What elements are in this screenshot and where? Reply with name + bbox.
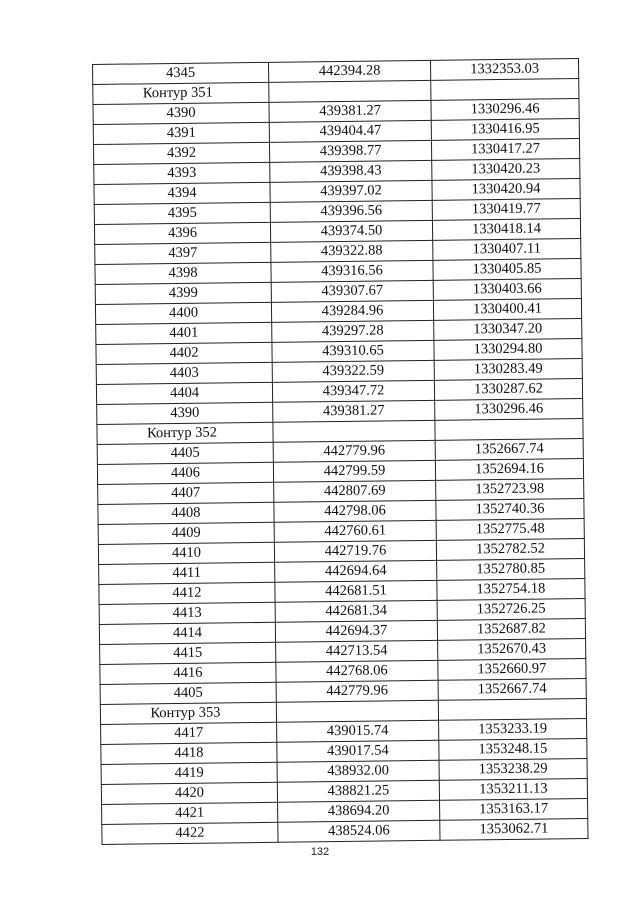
point-number-cell: 4412 bbox=[99, 582, 275, 604]
y-coordinate-cell: 1330418.14 bbox=[432, 219, 580, 241]
point-number-cell: 4398 bbox=[95, 262, 271, 284]
y-coordinate-cell: 1330420.94 bbox=[432, 179, 580, 201]
x-coordinate-cell: 442760.61 bbox=[274, 520, 436, 542]
point-number-cell: 4417 bbox=[101, 722, 277, 744]
x-coordinate-cell: 442681.51 bbox=[275, 580, 437, 602]
point-number-cell: 4397 bbox=[95, 242, 271, 264]
x-coordinate-cell: 439347.72 bbox=[272, 380, 434, 402]
y-coordinate-cell: 1353233.19 bbox=[439, 719, 587, 741]
point-number-cell: 4416 bbox=[100, 662, 276, 684]
x-coordinate-cell: 438932.00 bbox=[277, 760, 439, 782]
y-coordinate-cell: 1352723.98 bbox=[436, 479, 584, 501]
x-coordinate-cell: 439316.56 bbox=[271, 260, 433, 282]
point-number-cell: 4396 bbox=[94, 222, 270, 244]
x-coordinate-cell: 442779.96 bbox=[273, 440, 435, 462]
point-number-cell: 4415 bbox=[100, 642, 276, 664]
y-coordinate-cell: 1330403.66 bbox=[433, 279, 581, 301]
point-number-cell: 4422 bbox=[102, 822, 278, 844]
point-number-cell: 4406 bbox=[97, 462, 273, 484]
x-coordinate-cell: 439381.27 bbox=[273, 400, 435, 422]
y-coordinate-cell: 1330287.62 bbox=[434, 379, 582, 401]
point-number-cell: 4408 bbox=[98, 502, 274, 524]
y-coordinate-cell: 1352667.74 bbox=[438, 679, 586, 701]
y-coordinate-cell: 1352694.16 bbox=[435, 459, 583, 481]
y-coordinate-cell: 1330405.85 bbox=[433, 259, 581, 281]
y-coordinate-cell: 1352726.25 bbox=[437, 599, 585, 621]
x-coordinate-cell: 439396.56 bbox=[270, 200, 432, 222]
x-coordinate-cell: 439374.50 bbox=[270, 220, 432, 242]
point-number-cell: 4405 bbox=[97, 442, 273, 464]
y-coordinate-cell: 1330294.80 bbox=[434, 339, 582, 361]
x-coordinate-cell: 438524.06 bbox=[278, 820, 440, 842]
point-number-cell: 4420 bbox=[101, 782, 277, 804]
contour-label: Контур 353 bbox=[100, 702, 276, 724]
x-coordinate-cell: 442807.69 bbox=[274, 480, 436, 502]
y-coordinate-cell: 1352687.82 bbox=[437, 619, 585, 641]
point-number-cell: 4419 bbox=[101, 762, 277, 784]
contour-empty-x-cell bbox=[269, 80, 431, 102]
point-number-cell: 4395 bbox=[94, 202, 270, 224]
y-coordinate-cell: 1353238.29 bbox=[439, 759, 587, 781]
y-coordinate-cell: 1353211.13 bbox=[439, 779, 587, 801]
y-coordinate-cell: 1353062.71 bbox=[440, 818, 588, 840]
point-number-cell: 4393 bbox=[94, 162, 270, 184]
y-coordinate-cell: 1330283.49 bbox=[434, 359, 582, 381]
x-coordinate-cell: 442799.59 bbox=[273, 460, 435, 482]
contour-empty-y-cell bbox=[431, 79, 579, 101]
contour-empty-y-cell bbox=[438, 699, 586, 721]
y-coordinate-cell: 1330420.23 bbox=[432, 159, 580, 181]
point-number-cell: 4409 bbox=[98, 522, 274, 544]
point-number-cell: 4404 bbox=[96, 382, 272, 404]
point-number-cell: 4402 bbox=[96, 342, 272, 364]
point-number-cell: 4414 bbox=[99, 622, 275, 644]
point-number-cell: 4411 bbox=[99, 562, 275, 584]
x-coordinate-cell: 439297.28 bbox=[272, 320, 434, 342]
y-coordinate-cell: 1330416.95 bbox=[431, 119, 579, 141]
x-coordinate-cell: 439397.02 bbox=[270, 180, 432, 202]
y-coordinate-cell: 1330296.46 bbox=[431, 99, 579, 121]
y-coordinate-cell: 1352754.18 bbox=[437, 579, 585, 601]
x-coordinate-cell: 439015.74 bbox=[277, 720, 439, 742]
y-coordinate-cell: 1330417.27 bbox=[431, 139, 579, 161]
y-coordinate-cell: 1330296.46 bbox=[435, 399, 583, 421]
x-coordinate-cell: 439398.77 bbox=[269, 140, 431, 162]
coordinates-table-body bbox=[93, 59, 588, 845]
page-number: 132 bbox=[310, 846, 330, 858]
x-coordinate-cell: 439398.43 bbox=[270, 160, 432, 182]
x-coordinate-cell: 439307.67 bbox=[271, 280, 433, 302]
x-coordinate-cell: 442694.64 bbox=[275, 560, 437, 582]
point-number-cell: 4401 bbox=[96, 322, 272, 344]
y-coordinate-cell: 1352670.43 bbox=[438, 639, 586, 661]
y-coordinate-cell: 1352740.36 bbox=[436, 499, 584, 521]
point-number-cell: 4345 bbox=[93, 62, 269, 84]
y-coordinate-cell: 1330407.11 bbox=[433, 239, 581, 261]
point-number-cell: 4410 bbox=[98, 542, 274, 564]
x-coordinate-cell: 439310.65 bbox=[272, 340, 434, 362]
x-coordinate-cell: 442768.06 bbox=[276, 660, 438, 682]
contour-label: Контур 352 bbox=[97, 422, 273, 444]
x-coordinate-cell: 442779.96 bbox=[276, 680, 438, 702]
x-coordinate-cell: 442681.34 bbox=[275, 600, 437, 622]
coordinates-table bbox=[92, 58, 589, 845]
x-coordinate-cell: 442694.37 bbox=[275, 620, 437, 642]
x-coordinate-cell: 439322.88 bbox=[271, 240, 433, 262]
x-coordinate-cell: 439284.96 bbox=[271, 300, 433, 322]
contour-empty-x-cell bbox=[276, 700, 438, 722]
y-coordinate-cell: 1353248.15 bbox=[439, 739, 587, 761]
contour-empty-x-cell bbox=[273, 420, 435, 442]
y-coordinate-cell: 1330400.41 bbox=[433, 299, 581, 321]
y-coordinate-cell: 1330347.20 bbox=[434, 319, 582, 341]
point-number-cell: 4403 bbox=[96, 362, 272, 384]
y-coordinate-cell: 1352780.85 bbox=[437, 559, 585, 581]
point-number-cell: 4391 bbox=[93, 122, 269, 144]
y-coordinate-cell: 1330419.77 bbox=[432, 199, 580, 221]
x-coordinate-cell: 439322.59 bbox=[272, 360, 434, 382]
point-number-cell: 4390 bbox=[97, 402, 273, 424]
y-coordinate-cell: 1352782.52 bbox=[436, 539, 584, 561]
y-coordinate-cell: 1352775.48 bbox=[436, 519, 584, 541]
x-coordinate-cell: 439381.27 bbox=[269, 100, 431, 122]
point-number-cell: 4418 bbox=[101, 742, 277, 764]
x-coordinate-cell: 442394.28 bbox=[268, 60, 430, 82]
x-coordinate-cell: 439404.47 bbox=[269, 120, 431, 142]
point-number-cell: 4400 bbox=[95, 302, 271, 324]
x-coordinate-cell: 442798.06 bbox=[274, 500, 436, 522]
y-coordinate-cell: 1353163.17 bbox=[440, 799, 588, 821]
point-number-cell: 4392 bbox=[93, 142, 269, 164]
x-coordinate-cell: 438694.20 bbox=[278, 800, 440, 822]
point-number-cell: 4421 bbox=[102, 802, 278, 824]
y-coordinate-cell: 1332353.03 bbox=[430, 59, 578, 81]
x-coordinate-cell: 442713.54 bbox=[276, 640, 438, 662]
x-coordinate-cell: 439017.54 bbox=[277, 740, 439, 762]
point-number-cell: 4405 bbox=[100, 682, 276, 704]
x-coordinate-cell: 438821.25 bbox=[277, 780, 439, 802]
x-coordinate-cell: 442719.76 bbox=[274, 540, 436, 562]
y-coordinate-cell: 1352667.74 bbox=[435, 439, 583, 461]
y-coordinate-cell: 1352660.97 bbox=[438, 659, 586, 681]
point-number-cell: 4407 bbox=[98, 482, 274, 504]
contour-empty-y-cell bbox=[435, 419, 583, 441]
point-number-cell: 4390 bbox=[93, 102, 269, 124]
point-number-cell: 4413 bbox=[99, 602, 275, 624]
point-number-cell: 4399 bbox=[95, 282, 271, 304]
contour-label: Контур 351 bbox=[93, 82, 269, 104]
point-number-cell: 4394 bbox=[94, 182, 270, 204]
